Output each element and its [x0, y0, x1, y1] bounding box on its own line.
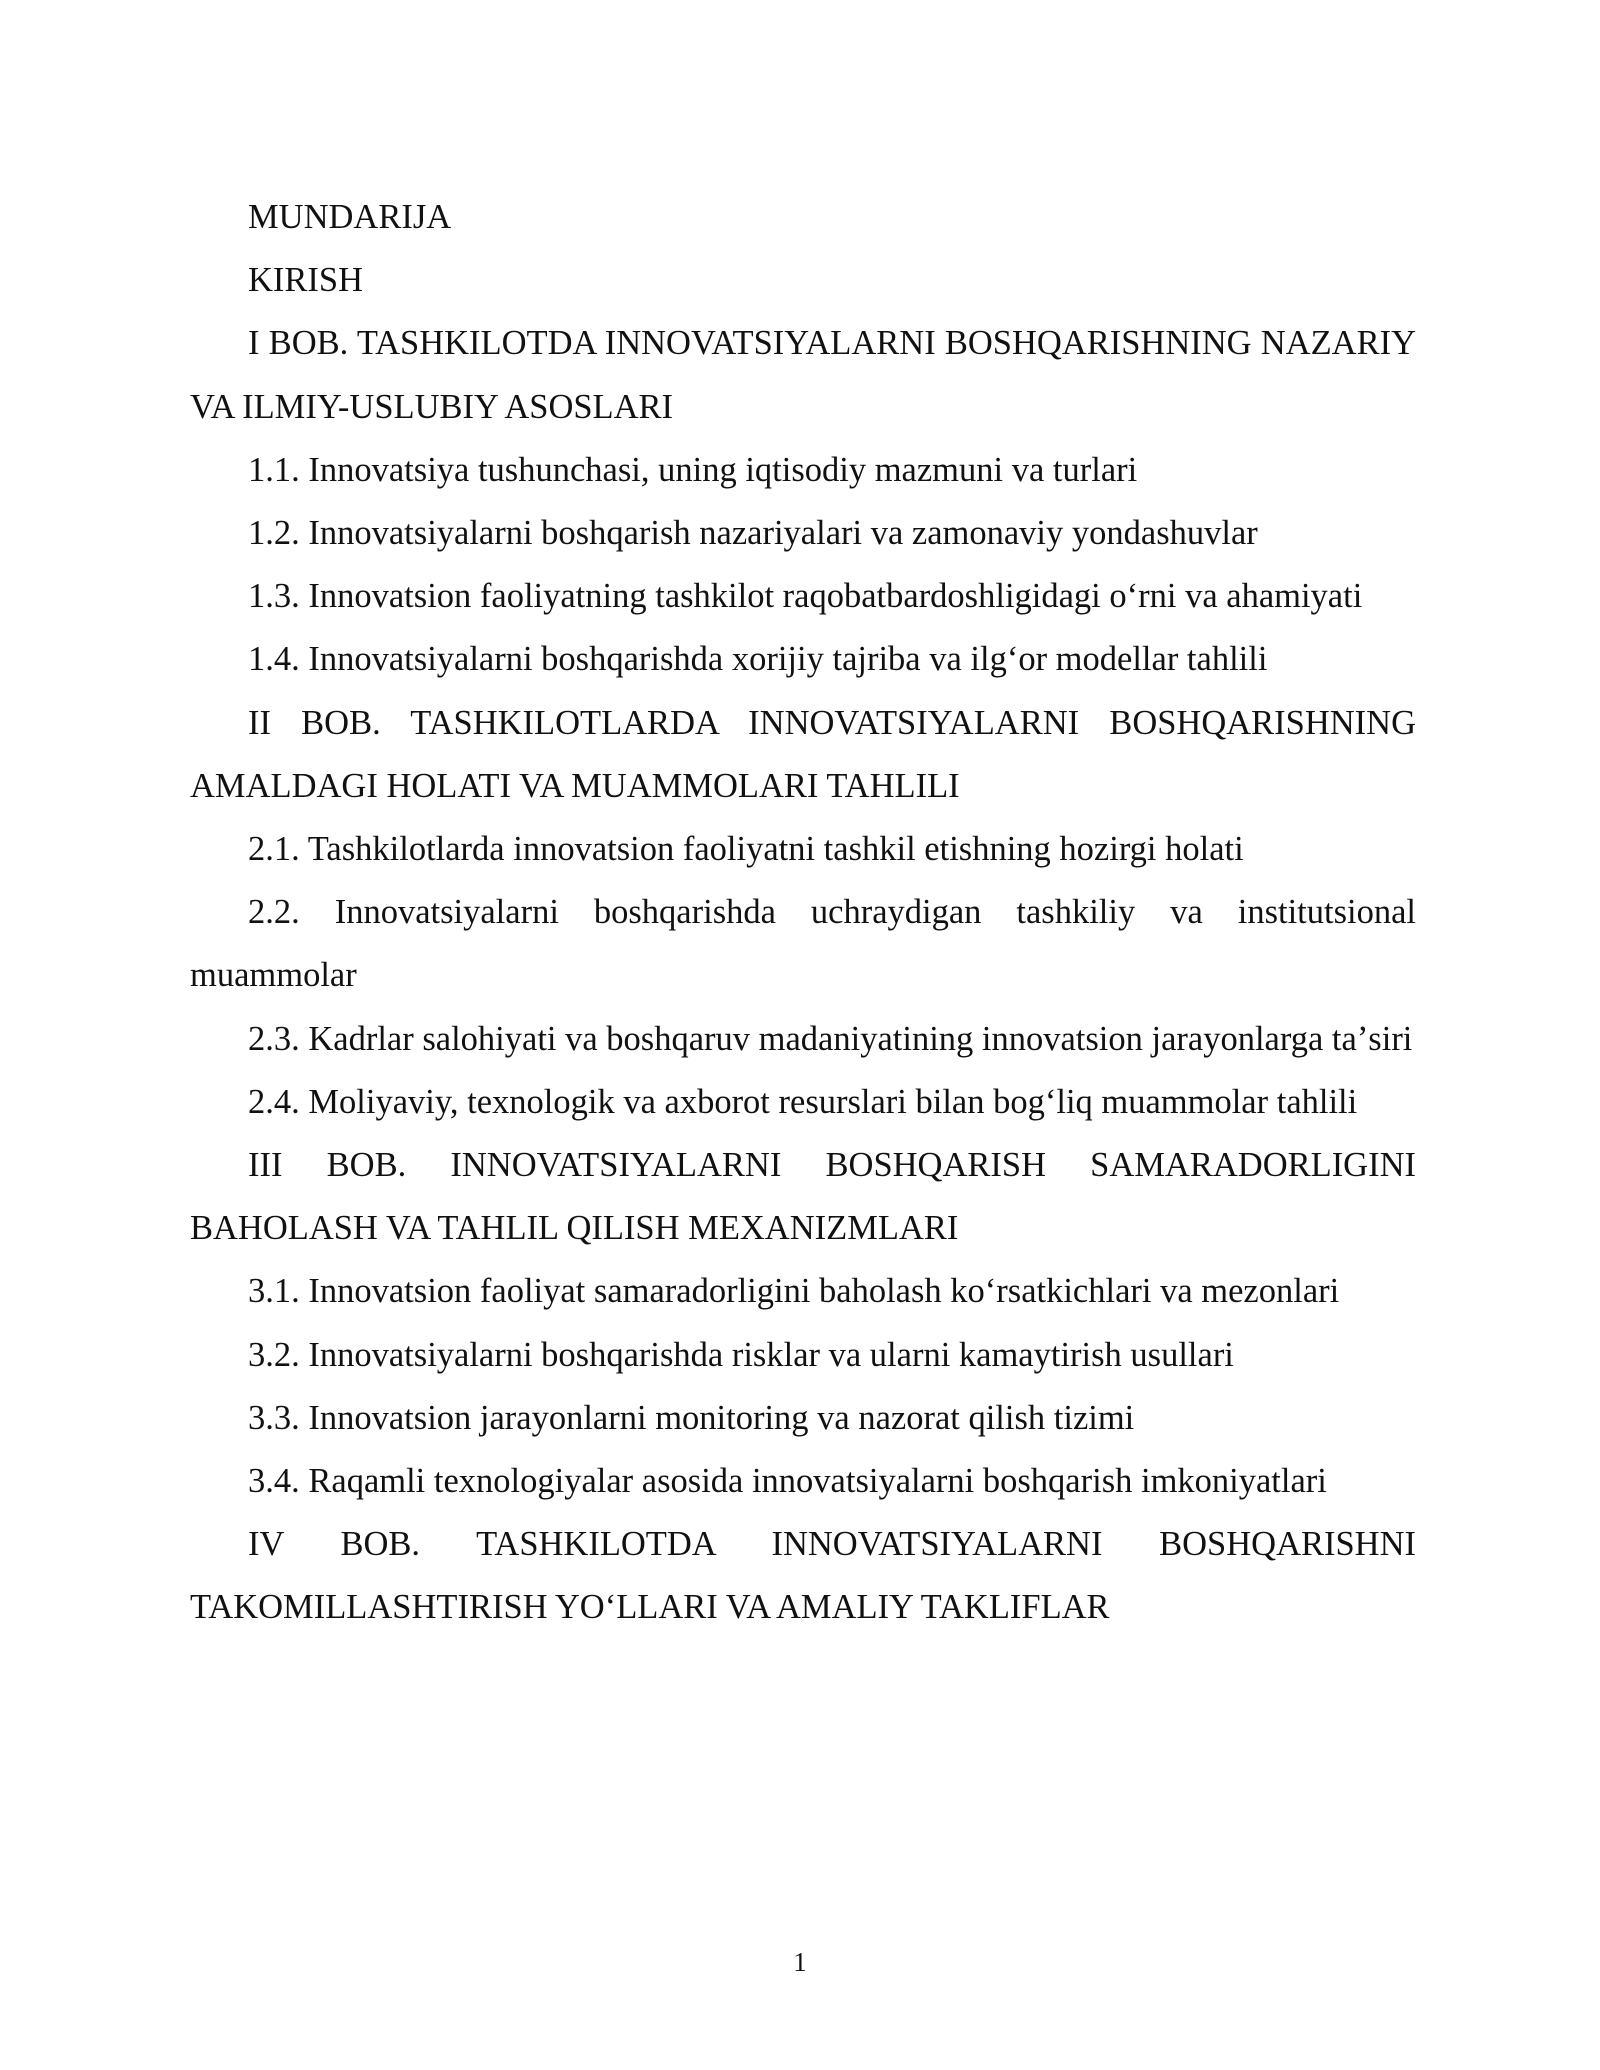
table-of-contents [190, 186, 1416, 1640]
toc-section-2-4: 2.4. Moliyaviy, texnologik va axborot resurslari bilan bogʻliq muammolar tahlili [248, 1082, 1358, 1121]
toc-chapter-1: I BOB. TASHKILOTDA INNOVATSIYALARNI BOSHQARISHNING NAZARIY VA ILMIY-USLUBIY ASOSLARI [190, 324, 1416, 426]
toc-chapter-2: II BOB. TASHKILOTLARDA INNOVATSIYALARNI BOSHQARISHNING AMALDAGI HOLATI VA MUAMMOLARI TAHLILI [190, 703, 1416, 805]
toc-section-3-3: 3.3. Innovatsion jarayonlarni monitoring va nazorat qilish tizimi [248, 1398, 1135, 1437]
toc-section-3-2: 3.2. Innovatsiyalarni boshqarishda risklar va ularni kamaytirish usullari [248, 1335, 1234, 1374]
toc-section-1-4: 1.4. Innovatsiyalarni boshqarishda xorijiy tajriba va ilgʻor modellar tahlili [248, 640, 1268, 679]
toc-chapter-4: IV BOB. TASHKILOTDA INNOVATSIYALARNI BOSHQARISHNI TAKOMILLASHTIRISH YOʻLLARI VA AMALIY TAKLIFLAR [190, 1525, 1416, 1627]
toc-section-2-2: 2.2. Innovatsiyalarni boshqarishda uchraydigan tashkiliy va institutsional muammolar [190, 893, 1416, 995]
toc-section-2-3: 2.3. Kadrlar salohiyati va boshqaruv madaniyatining innovatsion jarayonlarga taʼsiri [248, 1019, 1413, 1058]
toc-chapter-3: III BOB. INNOVATSIYALARNI BOSHQARISH SAMARADORLIGINI BAHOLASH VA TAHLIL QILISH MEXANIZMLARI [190, 1146, 1416, 1248]
page-number: 1 [793, 1947, 807, 1977]
toc-section-2-1: 2.1. Tashkilotlarda innovatsion faoliyatni tashkil etishning hozirgi holati [248, 830, 1244, 869]
toc-entry-introduction: KIRISH [248, 261, 364, 300]
toc-section-1-3: 1.3. Innovatsion faoliyatning tashkilot raqobatbardoshligidagi oʻrni va ahamiyati [248, 577, 1363, 616]
toc-section-3-4: 3.4. Raqamli texnologiyalar asosida innovatsiyalarni boshqarish imkoniyatlari [248, 1462, 1327, 1501]
toc-section-1-2: 1.2. Innovatsiyalarni boshqarish nazariyalari va zamonaviy yondashuvlar [248, 514, 1258, 553]
toc-heading: MUNDARIJA [248, 198, 452, 236]
toc-section-1-1: 1.1. Innovatsiya tushunchasi, uning iqtisodiy mazmuni va turlari [248, 450, 1138, 489]
toc-section-3-1: 3.1. Innovatsion faoliyat samaradorligini baholash koʻrsatkichlari va mezonlari [248, 1272, 1340, 1311]
